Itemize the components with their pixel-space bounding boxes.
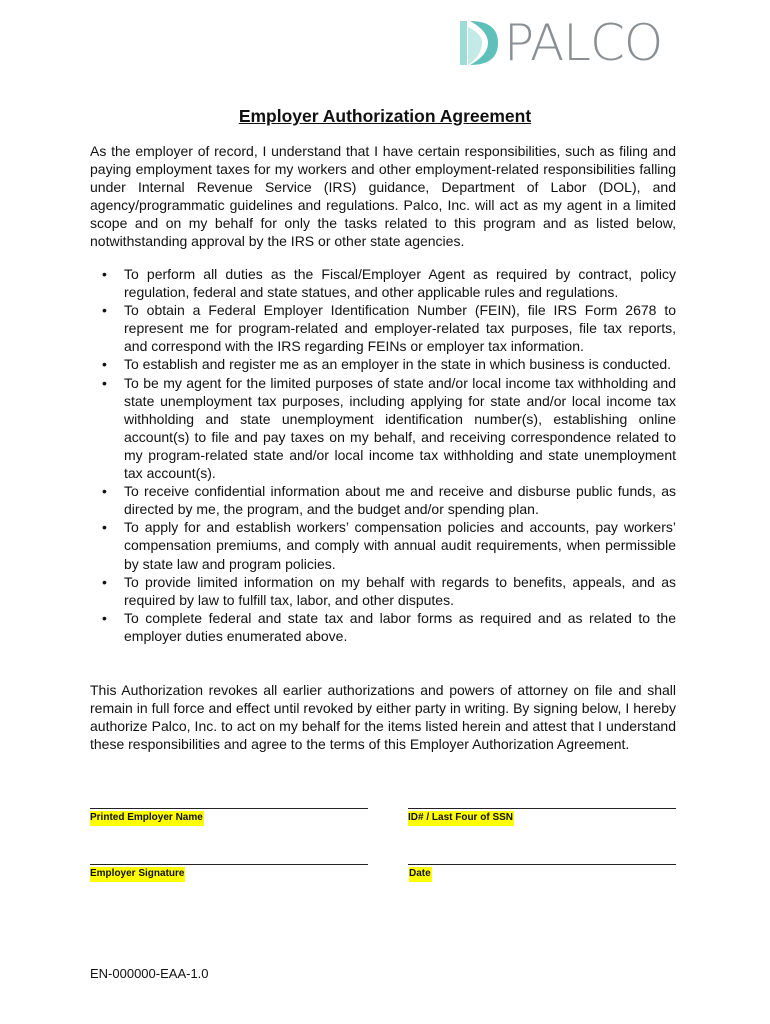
- id-ssn-label: ID# / Last Four of SSN: [408, 811, 514, 826]
- list-item: • To apply for and establish workers’ compensation policies and accounts, pay workers’ compensation premiums, and comply with annual audit requirements, when permissible by state law and program policies.: [90, 518, 676, 572]
- date-label: Date: [409, 867, 432, 882]
- intro-paragraph: As the employer of record, I understand that I have certain responsibilities, such as filing and paying employment taxes for my workers and other employment-related responsibilities falling under Internal Revenue Service (IRS) guidance, Department of Labor (DOL), and agency/programmatic guidelines and regulations. Palco, Inc. will act as my agent in a limited scope and on my behalf for only the tasks related to this program and as listed below, notwithstanding approval by the IRS or other state agencies.: [90, 143, 676, 250]
- list-item: • To provide limited information on my behalf with regards to benefits, appeals, and as required by law to fulfill tax, labor, and other disputes.: [90, 573, 676, 609]
- list-item: • To perform all duties as the Fiscal/Employer Agent as required by contract, policy regulation, federal and state statues, and other applicable rules and regulations.: [90, 265, 676, 301]
- palco-logo-text: PALCO: [504, 14, 663, 72]
- list-item: • To establish and register me as an employer in the state in which business is conducted.: [90, 355, 676, 373]
- closing-paragraph: This Authorization revokes all earlier authorizations and powers of attorney on file and shall remain in full force and effect until revoked by either party in writing. By signing below, I hereby authorize Palco, Inc. to act on my behalf for the items listed herein and attest that I understand these responsibilities and agree to the terms of this Employer Authorization Agreement.: [90, 682, 676, 753]
- list-item: • To be my agent for the limited purposes of state and/or local income tax withholding and state unemployment tax purposes, including applying for state and/or local income tax withholding and state unemployment identification number(s), establishing online account(s) to file and pay taxes on my behalf, and receiving correspondence related to my program-related state and/or local income tax withholding and state unemployment tax account(s).: [90, 374, 676, 483]
- list-item: • To obtain a Federal Employer Identification Number (FEIN), file IRS Form 2678 to represent me for program-related and employer-related tax purposes, file tax reports, and correspond with the IRS regarding FEINs or employer tax information.: [90, 301, 676, 355]
- page-title: Employer Authorization Agreement: [238, 106, 532, 126]
- signature-line[interactable]: [90, 864, 368, 865]
- document-code: EN-000000-EAA-1.0: [90, 966, 209, 981]
- printed-name-line[interactable]: [90, 808, 368, 809]
- palco-logo: [458, 14, 680, 72]
- list-item: • To complete federal and state tax and labor forms as required and as related to the employer duties enumerated above.: [90, 609, 676, 645]
- list-item: • To receive confidential information about me and receive and disburse public funds, as directed by me, the program, and the budget and/or spending plan.: [90, 482, 676, 518]
- id-ssn-line[interactable]: [408, 808, 676, 809]
- palco-logo-mark-icon: [458, 15, 502, 71]
- date-line[interactable]: [408, 864, 676, 865]
- duties-list: [90, 265, 676, 645]
- signature-label: Employer Signature: [90, 867, 185, 882]
- printed-name-label: Printed Employer Name: [90, 811, 204, 826]
